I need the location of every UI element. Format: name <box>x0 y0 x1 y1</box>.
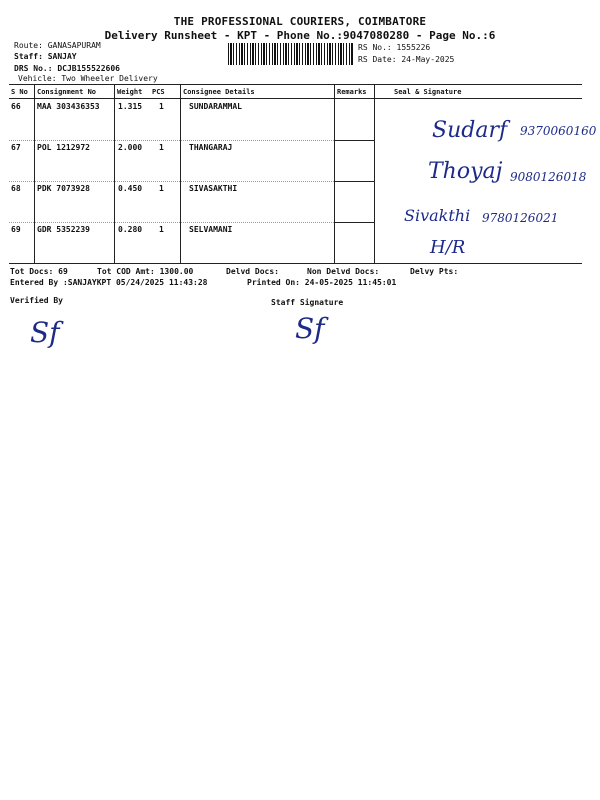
row-consignee: THANGARAJ <box>189 143 233 152</box>
delivered-docs: Delvd Docs: <box>226 267 279 276</box>
rs-number: RS No.: 1555226 <box>358 43 431 52</box>
header-sno: S No <box>11 88 28 96</box>
header-remarks: Remarks <box>337 88 367 96</box>
entered-by: Entered By :SANJAYKPT 05/24/2025 11:43:28 <box>10 278 208 287</box>
table-bottom-border <box>9 263 582 264</box>
barcode-icon <box>228 43 354 65</box>
drs-number: DRS No.: DCJB155522606 <box>14 64 120 73</box>
row-weight: 2.000 <box>118 143 143 152</box>
row-consignee: SUNDARAMMAL <box>189 102 242 111</box>
route-label: Route: GANASAPURAM <box>14 41 101 50</box>
handwritten-signature: Sudarf <box>432 118 508 143</box>
handwritten-mark: H/R <box>430 237 466 258</box>
total-cod-amount: Tot COD Amt: 1300.00 <box>97 267 194 276</box>
row-divider <box>9 140 334 141</box>
row-divider <box>9 181 334 182</box>
staff-signature-label: Staff Signature <box>271 298 344 307</box>
header-consignment: Consignment No <box>37 88 97 96</box>
row-weight: 0.450 <box>118 184 143 193</box>
handwritten-signature: Sivakthi <box>404 206 471 225</box>
handwritten-phone: 9780126021 <box>482 211 559 225</box>
row-divider <box>334 222 374 223</box>
header-consignee: Consignee Details <box>183 88 255 96</box>
rs-date: RS Date: 24-May-2025 <box>358 55 455 64</box>
page-subtitle: Delivery Runsheet - KPT - Phone No.:9047080280 - Page No.:6 <box>104 29 496 42</box>
column-divider <box>114 84 115 263</box>
table-header-border <box>9 98 582 99</box>
verifier-signature: Sf <box>30 316 60 349</box>
non-delivered-docs: Non Delvd Docs: <box>307 267 380 276</box>
header-pcs: PCS <box>152 88 165 96</box>
row-sno: 66 <box>11 102 21 111</box>
printed-on: Printed On: 24-05-2025 11:45:01 <box>247 278 397 287</box>
staff-signature: Sf <box>295 312 325 345</box>
total-docs: Tot Docs: 69 <box>10 267 68 276</box>
row-sno: 69 <box>11 225 21 234</box>
handwritten-signature: Thoyaj <box>428 159 503 184</box>
row-divider <box>334 140 374 141</box>
row-pcs: 1 <box>159 184 164 193</box>
header-weight: Weight <box>117 88 143 96</box>
handwritten-phone: 9370060160 <box>520 124 597 138</box>
column-divider <box>180 84 181 263</box>
handwritten-phone: 9080126018 <box>510 170 587 184</box>
row-divider <box>334 181 374 182</box>
page-title: THE PROFESSIONAL COURIERS, COIMBATORE <box>173 15 427 28</box>
row-consignee: SELVAMANI <box>189 225 233 234</box>
row-divider <box>9 222 334 223</box>
staff-label: Staff: SANJAY <box>14 52 77 61</box>
column-divider <box>334 84 335 263</box>
row-consignment: GDR 5352239 <box>37 225 90 234</box>
vehicle-label: Vehicle: Two Wheeler Delivery <box>18 74 158 83</box>
column-divider <box>374 84 375 263</box>
row-weight: 1.315 <box>118 102 143 111</box>
row-pcs: 1 <box>159 143 164 152</box>
delivery-points: Delvy Pts: <box>410 267 459 276</box>
row-pcs: 1 <box>159 102 164 111</box>
row-sno: 67 <box>11 143 21 152</box>
row-consignment: POL 1212972 <box>37 143 90 152</box>
row-weight: 0.280 <box>118 225 143 234</box>
row-consignee: SIVASAKTHI <box>189 184 238 193</box>
column-divider <box>34 84 35 263</box>
header-seal-signature: Seal & Signature <box>394 88 462 96</box>
row-consignment: MAA 303436353 <box>37 102 100 111</box>
verified-by-label: Verified By <box>10 296 63 305</box>
row-pcs: 1 <box>159 225 164 234</box>
table-top-border <box>9 84 582 85</box>
row-consignment: PDK 7073928 <box>37 184 90 193</box>
row-sno: 68 <box>11 184 21 193</box>
